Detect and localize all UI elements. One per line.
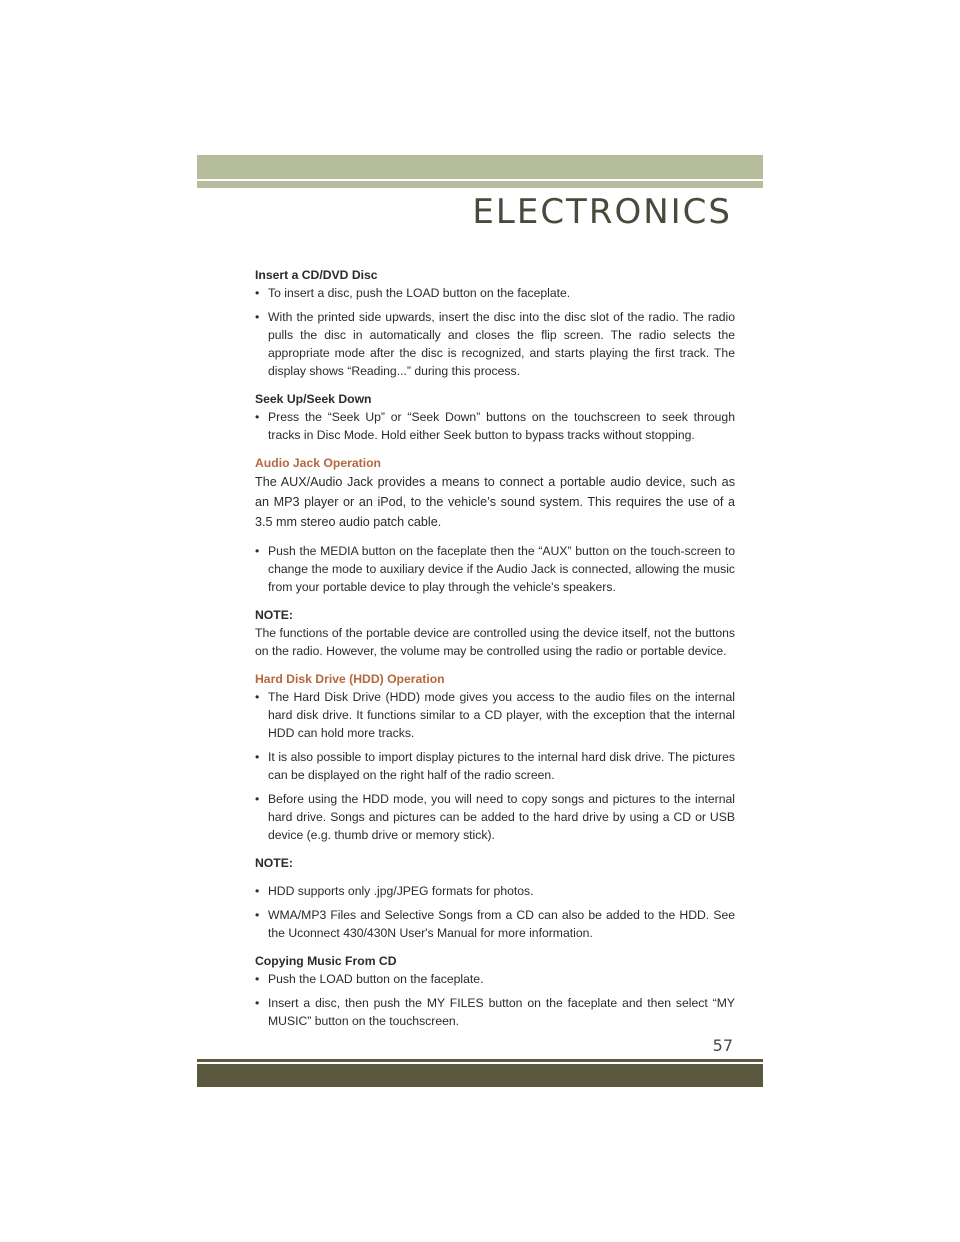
list-item: • To insert a disc, push the LOAD button on the faceplate. [255,284,735,302]
note-label: NOTE: [255,608,293,622]
seek-list [255,408,735,444]
header-band [197,155,763,179]
list-item: • HDD supports only .jpg/JPEG formats for photos. [255,882,735,900]
section-title: ELECTRONICS [472,192,732,232]
list-item: • Insert a disc, then push the MY FILES button on the faceplate and then select “MY MUSIC” button on the touchscreen. [255,994,735,1030]
hdd-list [255,688,735,844]
note-label: NOTE: [255,856,293,870]
audio-jack-list [255,542,735,596]
insert-disc-list [255,284,735,380]
list-item: • Push the LOAD button on the faceplate. [255,970,735,988]
list-item: • Press the “Seek Up” or “Seek Down” buttons on the touchscreen to seek through tracks in Disc Mode. Hold either Seek button to bypass tracks without stopping. [255,408,735,444]
list-item: • Before using the HDD mode, you will need to copy songs and pictures to the internal hard drive. Songs and pictures can be added to the hard drive by using a CD or USB device (e.g. thumb drive or memory stick). [255,790,735,844]
audio-jack-heading: Audio Jack Operation [255,456,381,470]
page-number: 57 [712,1036,733,1055]
copy-music-heading: Copying Music From CD [255,954,397,968]
footer-band [197,1064,763,1087]
page-content [255,266,735,1040]
list-item: • It is also possible to import display pictures to the internal hard disk drive. The pictures can be displayed on the right half of the radio screen. [255,748,735,784]
seek-heading: Seek Up/Seek Down [255,392,372,406]
insert-disc-heading: Insert a CD/DVD Disc [255,268,378,282]
header-rule [197,181,763,188]
note-text: The functions of the portable device are controlled using the device itself, not the buttons on the radio. However, the volume may be controlled using the radio or portable device. [255,626,735,658]
list-item: • The Hard Disk Drive (HDD) mode gives you access to the audio files on the internal hard disk drive. It functions similar to a CD player, with the exception that the internal HDD can hold more tracks. [255,688,735,742]
footer-rule [197,1059,763,1062]
list-item: • WMA/MP3 Files and Selective Songs from a CD can also be added to the HDD. See the Uconnect 430/430N User's Manual for more information. [255,906,735,942]
list-item: • With the printed side upwards, insert the disc into the disc slot of the radio. The radio pulls the disc in automatically and closes the flip screen. The radio selects the appropriate mode after the disc is recognized, and starts playing the first track. The display shows “Reading...” during this process. [255,308,735,380]
audio-jack-intro: The AUX/Audio Jack provides a means to connect a portable audio device, such as an MP3 player or an iPod, to the vehicle’s sound system. This requires the use of a 3.5 mm stereo audio patch cable. [255,475,735,529]
note-list [255,882,735,942]
list-item: • Push the MEDIA button on the faceplate then the “AUX” button on the touch-screen to change the mode to auxiliary device if the Audio Jack is connected, allowing the music from your portable device to play through the vehicle's speakers. [255,542,735,596]
copy-music-list [255,970,735,1030]
hdd-heading: Hard Disk Drive (HDD) Operation [255,672,445,686]
